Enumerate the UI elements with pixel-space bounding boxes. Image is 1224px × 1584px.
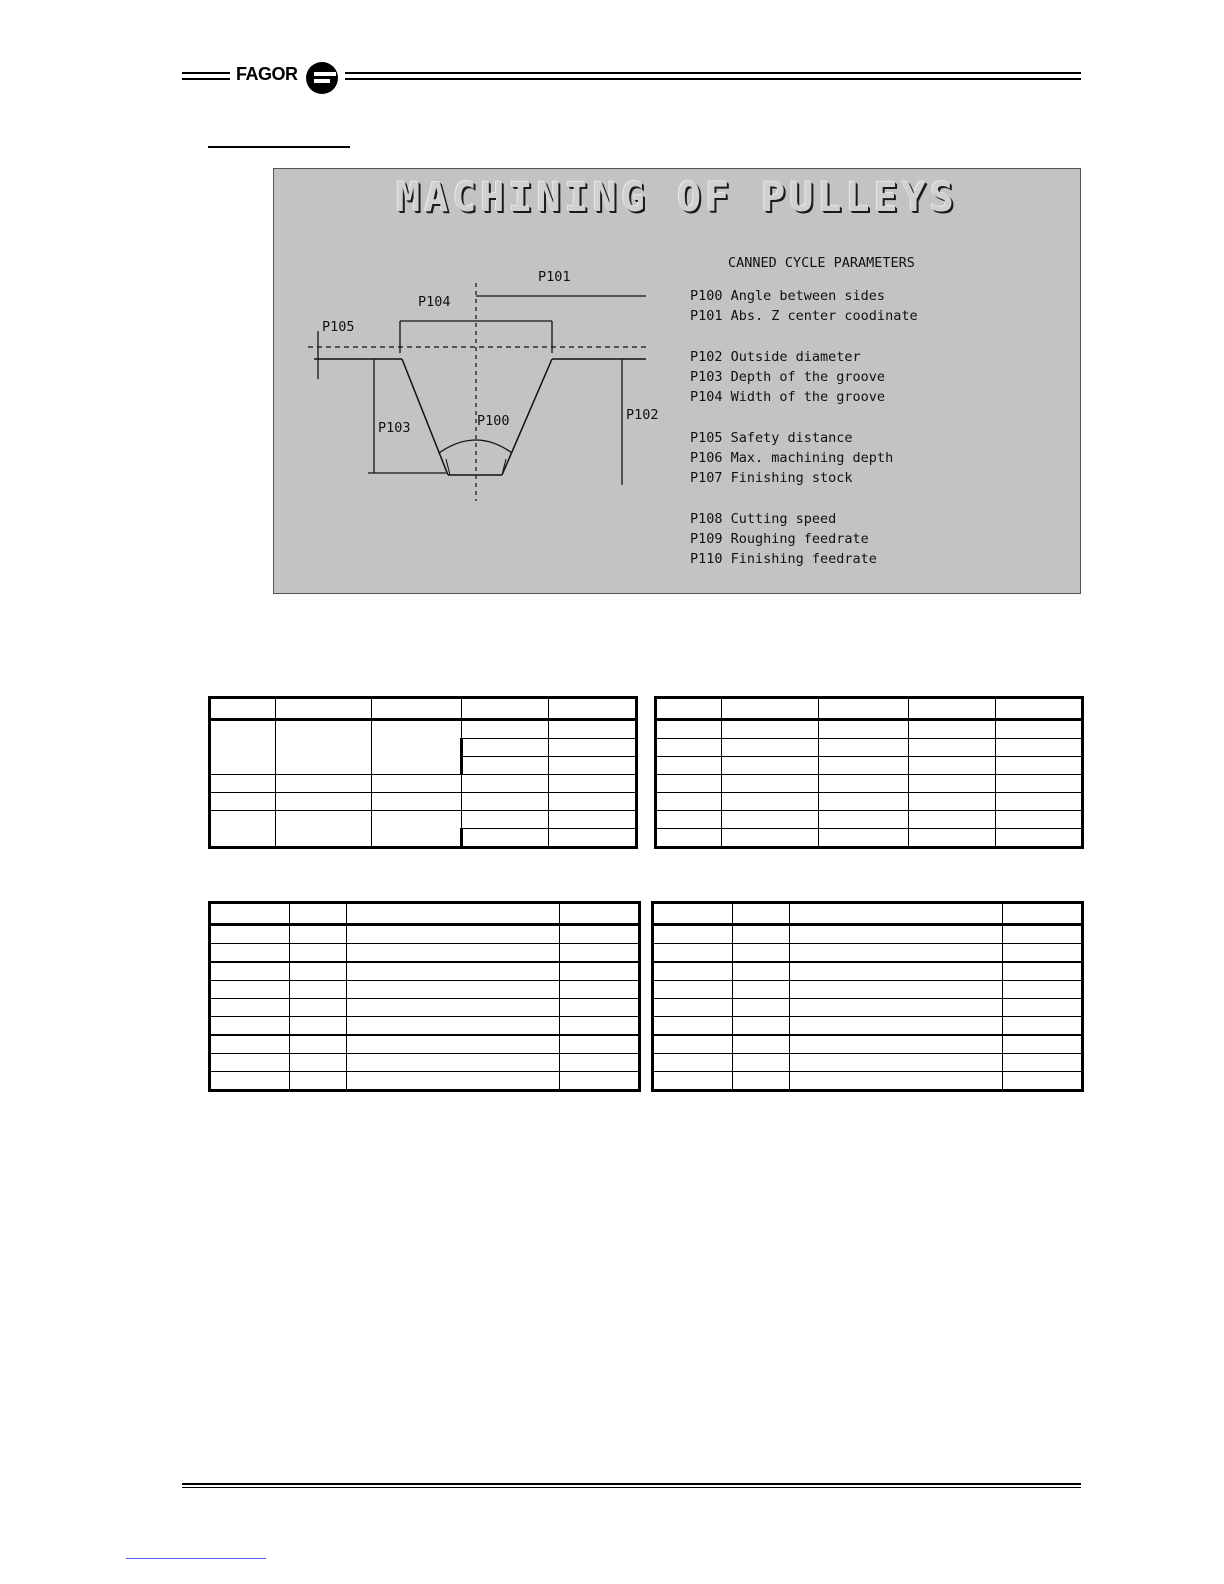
table-row <box>653 999 1083 1017</box>
table-row <box>656 793 1083 811</box>
parameters-heading: CANNED CYCLE PARAMETERS <box>728 255 915 271</box>
param-p108: P108 Cutting speed <box>690 511 837 527</box>
fagor-logo-icon <box>304 60 340 96</box>
table-header-row <box>656 698 1083 720</box>
header-rule-right <box>345 72 1081 80</box>
param-p107: P107 Finishing stock <box>690 470 853 486</box>
param-p106: P106 Max. machining depth <box>690 450 894 466</box>
table-row <box>653 1072 1083 1091</box>
label-p104: P104 <box>418 294 451 310</box>
param-p105: P105 Safety distance <box>690 430 853 446</box>
table-row <box>653 981 1083 999</box>
table-row <box>656 775 1083 793</box>
table-bottom-right <box>651 901 1084 1092</box>
table-row <box>653 944 1083 963</box>
table-row <box>656 829 1083 848</box>
label-p102: P102 <box>626 407 659 423</box>
table-row <box>210 720 637 739</box>
table-row <box>210 1035 640 1054</box>
table-row <box>210 775 637 793</box>
table-row <box>210 962 640 981</box>
table-row <box>210 1054 640 1072</box>
table-header-row <box>210 903 640 925</box>
param-p102: P102 Outside diameter <box>690 349 861 365</box>
label-p103: P103 <box>378 420 411 436</box>
table-top-left <box>208 696 638 849</box>
cycle-screen-panel <box>273 168 1081 594</box>
table-row <box>656 811 1083 829</box>
table-header-row <box>210 698 637 720</box>
table-row <box>653 1035 1083 1054</box>
table-row <box>210 793 637 811</box>
table-row <box>210 944 640 963</box>
table-row <box>653 1054 1083 1072</box>
brand-name: FAGOR <box>236 64 298 84</box>
param-p109: P109 Roughing feedrate <box>690 531 869 547</box>
label-p101: P101 <box>538 269 571 285</box>
table-row <box>656 720 1083 739</box>
table-row <box>656 757 1083 775</box>
header-rule-left <box>182 72 230 80</box>
panel-title: MACHINING OF PULLEYS <box>396 175 958 221</box>
table-top-right <box>654 696 1084 849</box>
table-bottom-left <box>208 901 641 1092</box>
table-row <box>210 1017 640 1036</box>
footer-rule <box>182 1483 1081 1488</box>
table-row <box>210 925 640 944</box>
table-row <box>653 925 1083 944</box>
footnote-link-rule <box>126 1558 266 1559</box>
table-header-row <box>653 903 1083 925</box>
label-p100: P100 <box>477 413 510 429</box>
section-title-underline <box>208 146 350 148</box>
table-row <box>210 811 637 829</box>
param-p110: P110 Finishing feedrate <box>690 551 877 567</box>
table-row <box>210 1072 640 1091</box>
table-row <box>210 999 640 1017</box>
param-p100: P100 Angle between sides <box>690 288 886 304</box>
table-row <box>653 1017 1083 1036</box>
param-p103: P103 Depth of the groove <box>690 369 886 385</box>
param-p104: P104 Width of the groove <box>690 389 886 405</box>
pulley-groove-diagram <box>274 169 1082 595</box>
table-row <box>210 981 640 999</box>
label-p105: P105 <box>322 319 355 335</box>
param-p101: P101 Abs. Z center coodinate <box>690 308 918 324</box>
table-row <box>656 739 1083 757</box>
table-row <box>653 962 1083 981</box>
